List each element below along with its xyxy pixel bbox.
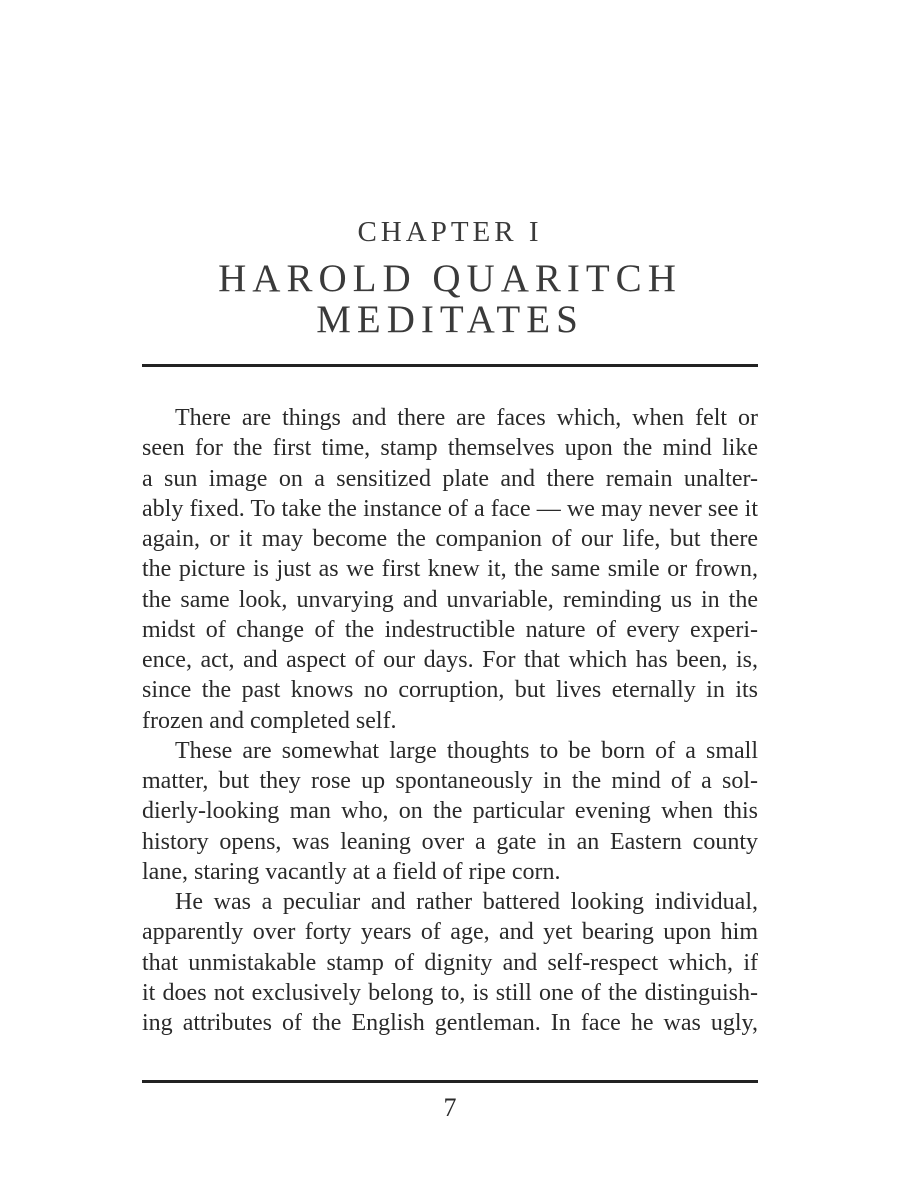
text-line: history opens, was leaning over a gate in an Eastern county <box>142 828 758 855</box>
chapter-title <box>0 258 900 340</box>
text-line: There are things and there are faces which, when felt or <box>175 405 758 431</box>
footer-divider <box>142 1080 758 1083</box>
chapter-label: CHAPTER I <box>357 216 543 248</box>
text-line: lane, staring vacantly at a field of ripe corn. <box>142 858 561 885</box>
header-divider <box>142 364 758 367</box>
text-line: ably fixed. To take the instance of a face — we may never see it <box>142 495 758 522</box>
text-line: ence, act, and aspect of our days. For that which has been, is, <box>142 647 758 673</box>
page-number: 7 <box>443 1093 457 1122</box>
text-line: it does not exclusively belong to, is still one of the distinguish- <box>142 979 758 1006</box>
text-line: frozen and completed self. <box>142 707 397 734</box>
text-line: apparently over forty years of age, and yet bearing upon him <box>142 919 758 946</box>
text-line: that unmistakable stamp of dignity and self-respect which, if <box>142 949 758 976</box>
text-line: the picture is just as we first knew it, the same smile or frown, <box>142 556 758 583</box>
body-text <box>142 403 758 1038</box>
text-line: midst of change of the indestructible nature of every experi- <box>142 616 758 643</box>
text-line: again, or it may become the companion of our life, but there <box>142 526 758 552</box>
text-line: These are somewhat large thoughts to be born of a small <box>175 737 758 764</box>
text-line: He was a peculiar and rather battered looking individual, <box>175 889 758 915</box>
text-line: a sun image on a sensitized plate and there remain unalter- <box>142 465 758 492</box>
text-line: since the past knows no corruption, but lives eternally in its <box>142 677 758 704</box>
text-line: dierly-looking man who, on the particular evening when this <box>142 798 758 825</box>
chapter-title-line-1: HAROLD QUARITCH <box>218 257 682 300</box>
text-line: the same look, unvarying and unvariable, reminding us in the <box>142 586 758 613</box>
chapter-title-line-2: MEDITATES <box>316 298 584 341</box>
text-line: ing attributes of the English gentleman. In face he was ugly, <box>142 1010 758 1036</box>
text-line: matter, but they rose up spontaneously in the mind of a sol- <box>142 768 758 794</box>
text-line: seen for the first time, stamp themselves upon the mind like <box>142 435 758 462</box>
